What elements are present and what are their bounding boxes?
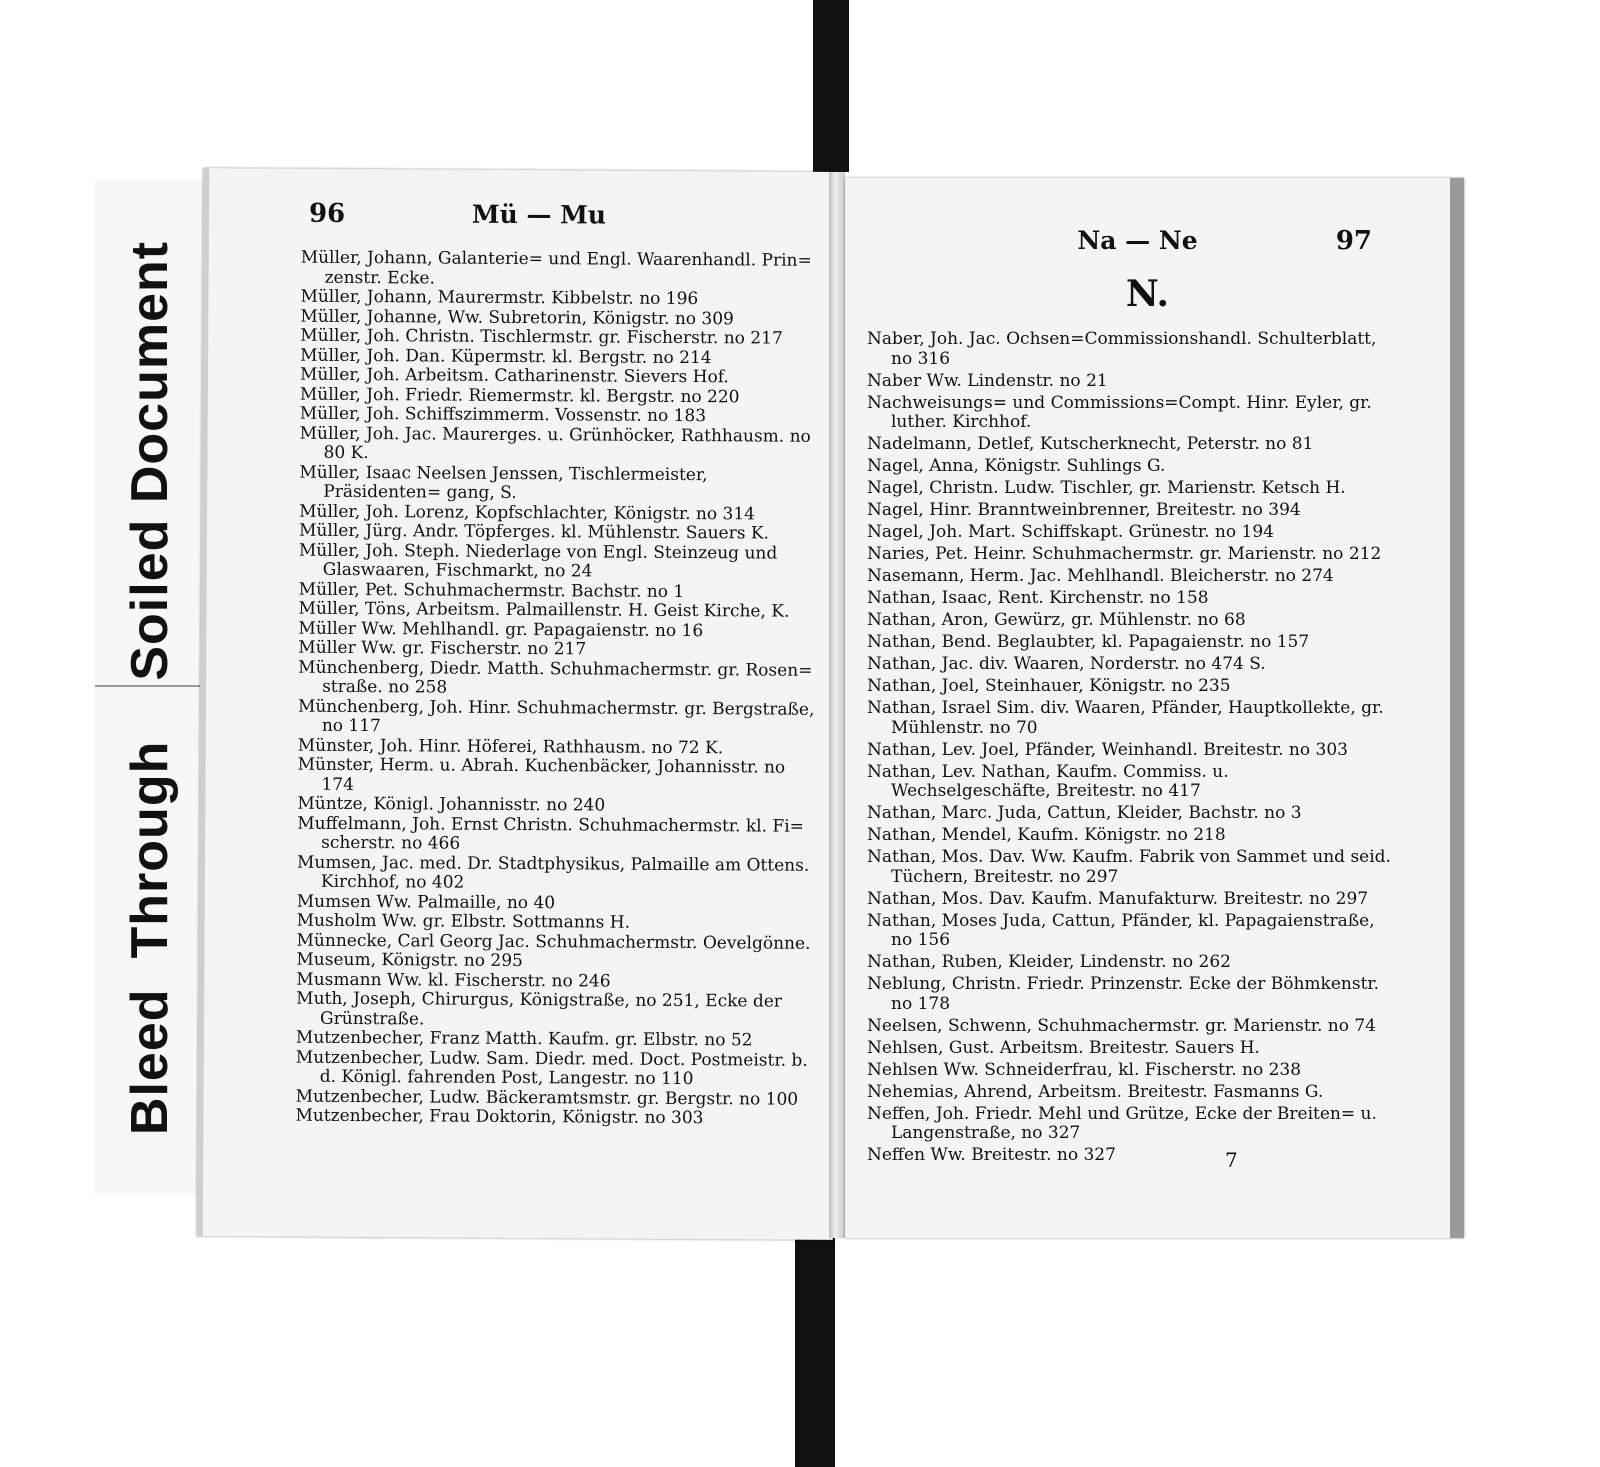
directory-entry: Müller, Joh. Jac. Maurerges. u. Grünhöcker, Rathhausm. no 80 K. — [299, 423, 811, 464]
left-page — [197, 168, 840, 1240]
directory-entry: Münchenberg, Joh. Hinr. Schuhmachermstr. gr. Bergstraße, no 117 — [297, 696, 815, 737]
directory-entry: Müller, Johanne, Ww. Subretorin, Königstr. no 309 — [300, 306, 734, 329]
directory-entry: Nathan, Bend. Beglaubter, kl. Papagaienstr. no 157 — [867, 632, 1310, 652]
directory-entry: Müller, Johann, Maurermstr. Kibbelstr. no 196 — [300, 286, 699, 310]
directory-entry: Nathan, Aron, Gewürz, gr. Mühlenstr. no 68 — [867, 610, 1246, 630]
directory-entry: Müller, Isaac Neelsen Jenssen, Tischlermeister, Präsidenten= gang, S. — [299, 462, 708, 503]
book-gutter — [829, 172, 845, 1238]
directory-entry: Müller, Joh. Dan. Küpermstr. kl. Bergstr. no 214 — [300, 345, 712, 368]
directory-entry: Münchenberg, Diedr. Matth. Schuhmachermstr. gr. Rosen= straße. no 258 — [298, 657, 813, 698]
directory-entry: Neffen Ww. Breitestr. no 327 — [867, 1145, 1116, 1165]
directory-entry: Mutzenbecher, Ludw. Bäckeramtsmstr. gr. Bergstr. no 100 — [295, 1086, 799, 1110]
directory-entry: Müller Ww. gr. Fischerstr. no 217 — [298, 637, 587, 660]
directory-entry: Nagel, Joh. Mart. Schiffskapt. Grünestr. no 194 — [867, 522, 1274, 542]
directory-entry: Müller, Joh. Christn. Tischlermstr. gr. Fischerstr. no 217 — [300, 325, 783, 349]
binding-spine-top — [813, 0, 849, 172]
directory-entry: Nasemann, Herm. Jac. Mehlhandl. Bleicherstr. no 274 — [867, 566, 1334, 586]
directory-entry: Nagel, Anna, Königstr. Suhlings G. — [867, 456, 1166, 476]
directory-entry: Müller, Joh. Steph. Niederlage von Engl. Steinzeug und Glaswaaren, Fischmarkt, no 24 — [298, 540, 778, 582]
directory-entry: Müntze, Königl. Johannisstr. no 240 — [297, 793, 606, 816]
signature-mark: 7 — [1225, 1148, 1238, 1172]
directory-entry: Mumsen, Jac. med. Dr. Stadtphysikus, Palmaille am Ottens. Kirchhof, no 402 — [296, 852, 810, 893]
side-label-strip — [95, 180, 206, 1195]
directory-entry: Naber Ww. Lindenstr. no 21 — [867, 370, 1108, 391]
left-page-number: 96 — [308, 198, 346, 229]
directory-entry: Nathan, Isaac, Rent. Kirchenstr. no 158 — [867, 588, 1209, 608]
directory-entry: Münster, Herm. u. Abrah. Kuchenbäcker, Johannisstr. no 174 — [297, 754, 786, 795]
directory-entry: Nathan, Jac. div. Waaren, Norderstr. no 474 S. — [867, 654, 1266, 674]
directory-entry: Musholm Ww. gr. Elbstr. Sottmanns H. — [296, 910, 631, 933]
directory-entry: Museum, Königstr. no 295 — [296, 949, 523, 972]
label-word-bleed: Bleed — [121, 987, 179, 1135]
directory-entry: Nathan, Lev. Nathan, Kaufm. Commiss. u. Wechselgeschäfte, Breitestr. no 417 — [867, 761, 1229, 801]
right-page — [845, 178, 1464, 1238]
right-page-running-head: Na — Ne — [1077, 226, 1198, 255]
directory-entry: Müller, Joh. Lorenz, Kopfschlachter, Königstr. no 314 — [299, 501, 756, 524]
directory-entry: Neblung, Christn. Friedr. Prinzenstr. Ecke der Böhmkenstr. no 178 — [867, 974, 1380, 1014]
directory-entry: Nathan, Marc. Juda, Cattun, Kleider, Bachstr. no 3 — [867, 803, 1302, 823]
directory-entry: Mutzenbecher, Franz Matth. Kaufm. gr. Elbstr. no 52 — [295, 1027, 753, 1051]
directory-entry: Nehemias, Ahrend, Arbeitsm. Breitestr. Fasmanns G. — [867, 1081, 1324, 1102]
directory-entry: Müller, Joh. Friedr. Riemermstr. kl. Bergstr. no 220 — [299, 384, 740, 407]
directory-entry: Münnecke, Carl Georg Jac. Schuhmachermstr. Oevelgönne. — [296, 930, 811, 954]
binding-spine-bottom — [795, 1238, 835, 1467]
directory-entry: Nadelmann, Detlef, Kutscherknecht, Peterstr. no 81 — [867, 434, 1314, 454]
directory-entry: Nagel, Christn. Ludw. Tischler, gr. Marienstr. Ketsch H. — [867, 478, 1346, 498]
directory-entry: Nathan, Moses Juda, Cattun, Pfänder, kl. Papagaienstraße, no 156 — [867, 910, 1375, 950]
directory-entry: Nachweisungs= und Commissions=Compt. Hinr. Eyler, gr. luther. Kirchhof. — [867, 392, 1372, 432]
directory-entry: Müller, Joh. Arbeitsm. Catharinenstr. Sievers Hof. — [299, 364, 729, 388]
directory-entry: Neelsen, Schwenn, Schuhmachermstr. gr. Marienstr. no 74 — [867, 1015, 1376, 1036]
directory-entry: Müller, Joh. Schiffszimmerm. Vossenstr. no 183 — [299, 403, 707, 427]
directory-entry: Muffelmann, Joh. Ernst Christn. Schuhmachermstr. kl. Fi= scherstr. no 466 — [297, 813, 804, 854]
left-page-running-head: Mü — Mu — [471, 199, 607, 230]
directory-entry: Nathan, Mendel, Kaufm. Königstr. no 218 — [867, 825, 1226, 845]
label-word-through: Through — [121, 740, 179, 958]
directory-entry: Naber, Joh. Jac. Ochsen=Commissionshandl. Schulterblatt, no 316 — [867, 329, 1377, 369]
directory-entry: Mumsen Ww. Palmaille, no 40 — [296, 891, 556, 913]
label-soiled-document: Soiled Document — [121, 240, 179, 681]
directory-entry: Musmann Ww. kl. Fischerstr. no 246 — [296, 969, 611, 992]
directory-entry: Nehlsen Ww. Schneiderfrau, kl. Fischerstr. no 238 — [867, 1059, 1302, 1080]
directory-entry: Nagel, Hinr. Branntweinbrenner, Breitestr. no 394 — [867, 500, 1301, 520]
left-page-header — [209, 198, 839, 230]
directory-entry: Müller, Johann, Galanterie= und Engl. Waarenhandl. Prin= zenstr. Ecke. — [300, 247, 812, 288]
directory-entry: Mutzenbecher, Ludw. Sam. Diedr. med. Doct. Postmeistr. b. d. Königl. fahrenden Post, Langestr. no 110 — [295, 1047, 808, 1090]
directory-entry: Müller, Pet. Schuhmachermstr. Bachstr. no 1 — [298, 579, 685, 602]
directory-entry: Mutzenbecher, Frau Doktorin, Königstr. no 303 — [295, 1105, 704, 1129]
directory-entry: Nathan, Israel Sim. div. Waaren, Pfänder, Hauptkollekte, gr. Mühlenstr. no 70 — [867, 698, 1384, 738]
directory-entry: Nathan, Ruben, Kleider, Lindenstr. no 262 — [867, 952, 1231, 972]
right-page-number: 97 — [1335, 226, 1372, 256]
directory-entry: Müller Ww. Mehlhandl. gr. Papagaienstr. no 16 — [298, 618, 704, 641]
directory-entry: Muth, Joseph, Chirurgus, Königstraße, no 251, Ecke der Grünstraße. — [296, 988, 783, 1029]
left-entry-list — [295, 249, 820, 1130]
directory-entry: Nathan, Joel, Steinhauer, Königstr. no 235 — [867, 676, 1231, 696]
directory-entry: Naries, Pet. Heinr. Schuhmachermstr. gr. Marienstr. no 212 — [867, 544, 1382, 564]
directory-entry: Nathan, Lev. Joel, Pfänder, Weinhandl. Breitestr. no 303 — [867, 739, 1348, 760]
directory-entry: Nathan, Mos. Dav. Kaufm. Manufakturw. Breitestr. no 297 — [867, 888, 1369, 909]
directory-entry: Müller, Jürg. Andr. Töpferges. kl. Mühlenstr. Sauers K. — [298, 520, 770, 544]
directory-entry: Münster, Joh. Hinr. Höferei, Rathhausm. no 72 K. — [297, 735, 724, 758]
side-label-text — [120, 240, 180, 1134]
right-entry-list — [867, 330, 1392, 1168]
directory-entry: Neffen, Joh. Friedr. Mehl und Grütze, Ecke der Breiten= u. Langenstraße, no 327 — [867, 1103, 1377, 1143]
section-letter: N. — [1125, 273, 1170, 315]
directory-entry: Müller, Töns, Arbeitsm. Palmaillenstr. H. Geist Kirche, K. — [298, 598, 790, 622]
directory-entry: Nehlsen, Gust. Arbeitsm. Breitestr. Sauers H. — [867, 1037, 1260, 1058]
directory-entry: Nathan, Mos. Dav. Ww. Kaufm. Fabrik von Sammet und seid. Tüchern, Breitestr. no 297 — [867, 847, 1391, 887]
